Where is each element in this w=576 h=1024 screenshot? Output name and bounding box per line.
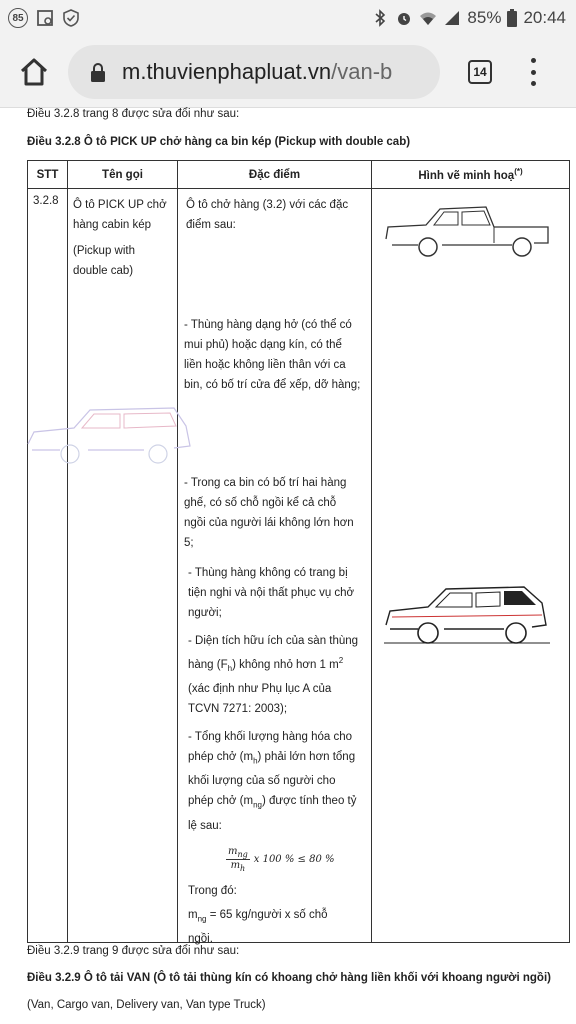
shield-check-icon [62, 9, 80, 27]
battery-percent: 85% [467, 8, 502, 27]
amend-note-2: Điều 3.2.9 trang 9 được sửa đổi như sau: [27, 945, 240, 957]
faded-car-image [24, 404, 194, 472]
header-stt: STT [28, 161, 68, 189]
pickup-truck-illustration-1 [382, 203, 552, 261]
table-header-row [28, 161, 570, 189]
lock-icon [90, 62, 106, 82]
section-heading: Điều 3.2.8 Ô tô PICK UP chở hàng ca bin kép (Pickup with double cab) [27, 136, 411, 148]
page-content [0, 108, 576, 1024]
status-bar [0, 0, 576, 36]
ratio-formula: $m_{ng}$ $m_h$ x 100 % ≤ 80 % [228, 845, 335, 873]
header-illustration: Hình vẽ minh hoạ(*) [372, 161, 570, 189]
alarm-icon [395, 9, 413, 27]
home-icon[interactable] [18, 56, 50, 88]
cell-illustrations [372, 189, 570, 943]
clock: 20:44 [523, 8, 566, 27]
header-name: Tên gọi [68, 161, 178, 189]
section-subheading-2: (Van, Cargo van, Delivery van, Van type Truck) [27, 999, 266, 1011]
header-features: Đặc điểm [178, 161, 372, 189]
table-row [28, 189, 570, 943]
notification-count-badge: 85 [8, 8, 28, 28]
browser-toolbar [0, 36, 576, 108]
signal-icon [443, 9, 461, 27]
spec-table [27, 160, 570, 946]
more-menu-icon[interactable] [528, 58, 538, 86]
cell-name: Ô tô PICK UP chở hàng cabin kép (Pickup with double cab) [68, 189, 178, 943]
battery-icon [507, 9, 517, 27]
cell-stt: 3.2.8 [28, 189, 68, 943]
section-heading-2: Điều 3.2.9 Ô tô tải VAN (Ô tô tải thùng kín có khoang chở hàng liền khối với khoang người ngồi) [27, 972, 551, 984]
pickup-truck-illustration-2 [382, 581, 552, 651]
bluetooth-icon [371, 9, 389, 27]
tab-switcher-button[interactable]: 14 [468, 60, 492, 84]
url-host: m.thuvienphapluat.vn [122, 59, 332, 84]
cell-features: Ô tô chở hàng (3.2) với các đặc điểm sau: - Thùng hàng dạng hở (có thể có mui phủ) hoặc dạng kín, có thể liền hoặc không liền thân với ca bin, có bố trí cửa để xếp, dỡ hàng; - Trong ca bin có bố trí hai hàng ghế, có số chỗ ngồi kể cả chỗ ngồi của người lái không lớn hơn 5; - Thùng hàng không có trang bị tiện nghi và nội thất phục vụ chở người; - Diện tích hữu ích của sàn thùng hàng $(F_h)$ không nhỏ hơn 1 $m^2$ (xác định như Phụ lục A của TCVN 7271: 2003); - Tổng khối lượng hàng hóa cho phép chở $(m_h)$ phải lớn hơn tổng khối lượng của số người cho phép chở $(m_{ng})$ được tính theo tỷ lệ sau: $m_{ng}$ $m_h$ x 100 % ≤ 80 % Trong đó: $m_{ng} = 65$ kg/người x số chỗ ngồi. [178, 189, 372, 943]
url-path: /van-b [331, 59, 393, 84]
wifi-icon [419, 9, 437, 27]
amend-note: Điều 3.2.8 trang 8 được sửa đổi như sau: [27, 108, 240, 120]
image-notification-icon [36, 9, 54, 27]
address-bar[interactable] [68, 45, 440, 99]
url-text [122, 59, 392, 85]
